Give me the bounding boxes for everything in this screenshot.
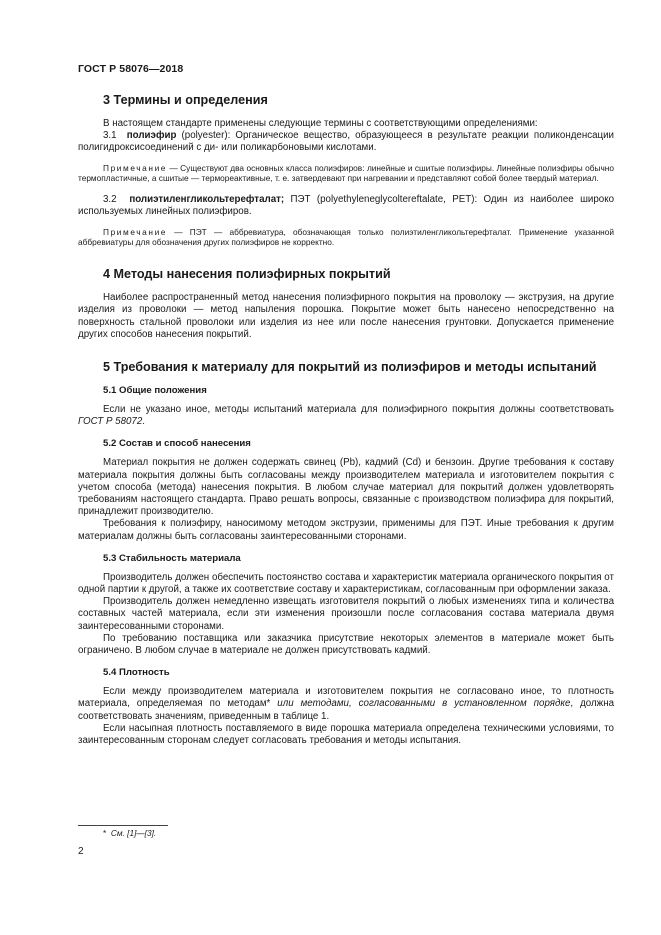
section-5-2-paragraph-2: Требования к полиэфиру, наносимому методом экструзии, применимы для ПЭТ. Иные требования к другим материалам должны быть согласованы заинтересованными сторонами. bbox=[78, 518, 614, 542]
section-5-3-title: 5.3 Стабильность материала bbox=[103, 552, 241, 564]
standard-reference-link: ГОСТ Р 58072 bbox=[78, 416, 143, 428]
section-3-intro: В настоящем стандарте применены следующие термины с соответствующими определениями: bbox=[103, 118, 538, 129]
page-number: 2 bbox=[78, 846, 84, 857]
footnote: * См. [1]—[3]. bbox=[103, 828, 157, 838]
document-body bbox=[78, 92, 614, 747]
section-5-4-paragraph-2: Если насыпная плотность поставляемого в виде порошка материала определена техническими условиями, то заинтересованным сторонам следует согласовать требования и методы испытания. bbox=[78, 722, 614, 747]
section-5-1-title: 5.1 Общие положения bbox=[103, 385, 207, 397]
term-3-2: 3.2 полиэтиленгликольтерефталат; ПЭТ (polyethyleneglycoltereftalate, PET): Один из наиболее широко используемых линейных полиэфиров. bbox=[78, 194, 614, 218]
term-3-2-name: полиэтиленгликольтерефталат; bbox=[129, 194, 285, 206]
section-3-title: 3 Термины и определения bbox=[103, 93, 268, 107]
note-3-1: Примечание — Существуют два основных класса полиэфиров: линейные и сшитые полиэфиры. Линейные полиэфиры обычно термопластичные, а сшитые — термореактивные, т. е. затвердевают при нагревании и представляют собой более твердый материал. bbox=[78, 162, 614, 184]
section-5-3-paragraph-3: По требованию поставщика или заказчика присутствие некоторых элементов в материале может быть ограничено. В любом случае в материале не должен присутствовать кадмий. bbox=[78, 632, 614, 657]
document-page bbox=[78, 0, 614, 935]
section-4-paragraph: Наиболее распространенный метод нанесения полиэфирного покрытия на проволоку — экструзия, на другие изделия из проволоки — метод напыления порошка. Покрытие может быть нанесено непосредственно на поверхность стальной проволоки или изделия из нее или после нанесения грунтовки. Допускается применение других способов нанесения покрытий. bbox=[78, 292, 614, 340]
term-3-1-name: полиэфир bbox=[126, 130, 177, 142]
term-3-1: 3.1 полиэфир (polyester): Органическое вещество, образующееся в результате реакции поликонденсации полигидроксисоединений с ди- или поликарбоновыми кислотами. bbox=[78, 130, 614, 154]
note-3-2: Примечание — ПЭТ — аббревиатура, обозначающая только полиэтиленгликольтерефталат. Применение указанной аббревиатуры для обозначения других полиэфиров не корректно. bbox=[78, 226, 614, 248]
section-5-title: 5 Требования к материалу для покрытий из полиэфиров и методы испытаний bbox=[103, 360, 597, 375]
section-5-3-paragraph-2: Производитель должен немедленно извещать изготовителя покрытий о любых изменениях типа и количества составных частей материала, если эти изменения произошли после согласования состава материала двумя заинтересованными сторонами. bbox=[78, 596, 614, 632]
section-5-3-paragraph-1: Производитель должен обеспечить постоянство состава и характеристик материала органического покрытия от одной партии к другой, а также их соответствие составу и характеристикам, согласованным при оформлении заказа. bbox=[78, 571, 614, 596]
section-5-2-paragraph-1: Материал покрытия не должен содержать свинец (Pb), кадмий (Cd) и бензоин. Другие требования к составу материала покрытия должны быть согласованы между производителем материала и изготовителем покрытия с учетом способа (метода) нанесения покрытия. В любом случае материал для покрытий должен удовлетворять требованиям настоящего стандарта. Право решать вопросы, связанные с производством полиэфира для покрытий, принадлежит производителю. bbox=[78, 457, 614, 518]
section-5-2-title: 5.2 Состав и способ нанесения bbox=[103, 438, 251, 450]
section-4-title: 4 Методы нанесения полиэфирных покрытий bbox=[103, 267, 391, 282]
section-5-4-paragraph-1: Если между производителем материала и изготовителем покрытия не согласовано иное, то плотность материала, определяемая по методам* или методами, согласованными в установленном порядке, должна соответствовать значениям, приведенным в таблице 1. bbox=[78, 686, 615, 722]
section-5-1-paragraph: Если не указано иное, методы испытаний материала для полиэфирного покрытия должны соответствовать ГОСТ Р 58072. bbox=[78, 404, 614, 428]
footnote-divider bbox=[78, 825, 168, 826]
standard-header: ГОСТ Р 58076—2018 bbox=[78, 63, 184, 75]
section-5-4-title: 5.4 Плотность bbox=[103, 667, 170, 679]
